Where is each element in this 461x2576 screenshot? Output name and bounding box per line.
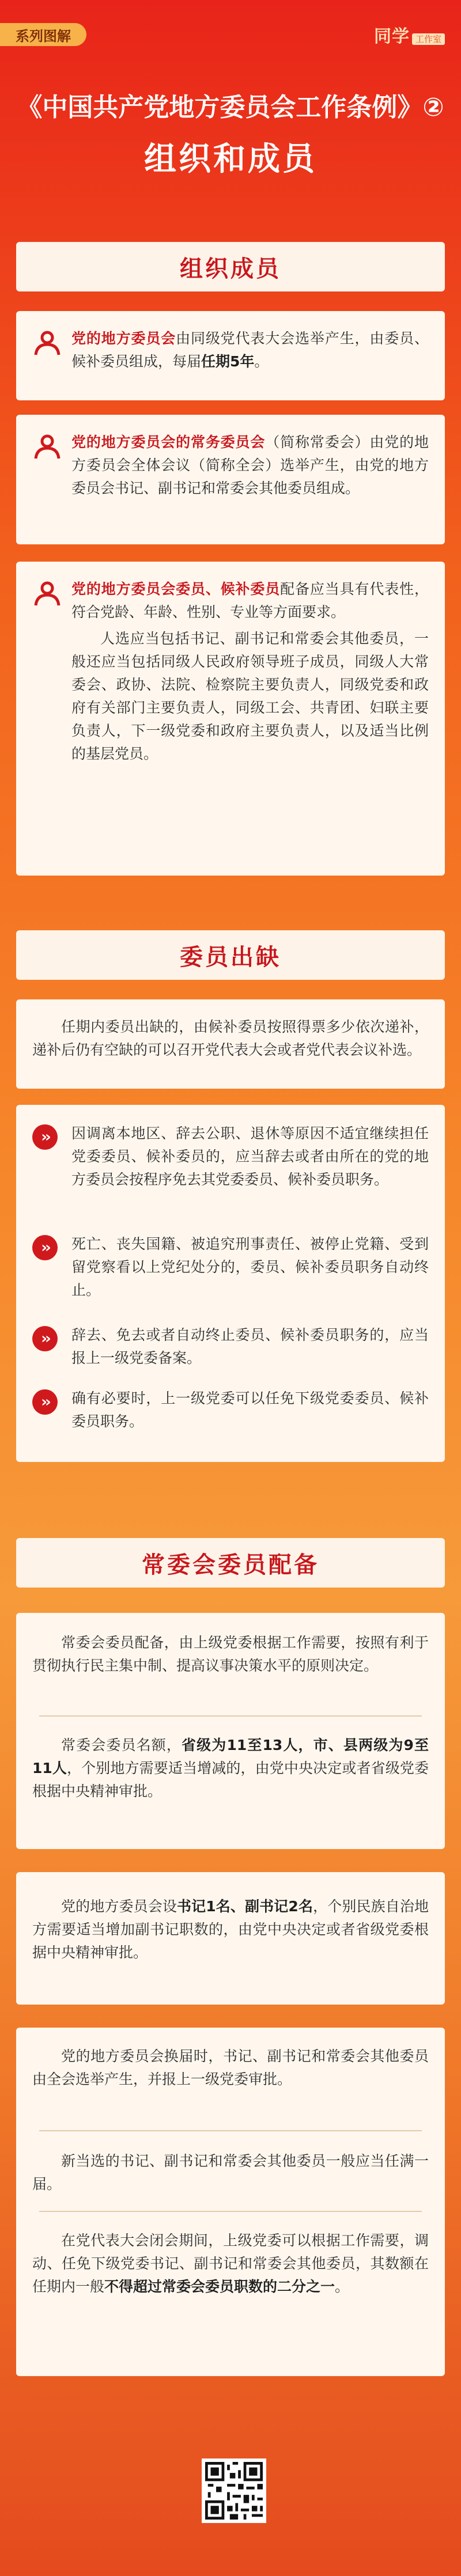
section-heading-standing-members: 常委会委员配备 xyxy=(16,1538,445,1588)
rule-text: 因调离本地区、辞去公职、退休等原因不适宜继续担任党委委员、候补委员的，应当辞去或者由所在的党的地方委员会按程序免去其党委委员、候补委员职务。 xyxy=(71,1125,429,1188)
card-text: 任期内委员出缺的，由候补委员按照得票多少依次递补，递补后仍有空缺的可以召开党代表大会或者党代表会议补选。 xyxy=(32,1018,429,1058)
card-text: 党的地方委员会委员、候补委员配备应当具有代表性，符合党龄、年龄、性别、专业等方面要求。 xyxy=(71,581,429,620)
person-icon xyxy=(32,580,62,607)
person-icon xyxy=(32,329,62,356)
brand-main: 同学 xyxy=(373,26,410,47)
divider xyxy=(39,2211,422,2212)
card-local-committee xyxy=(16,311,445,400)
brand-logo xyxy=(374,22,445,47)
rule-text: 死亡、丧失国籍、被追究刑事责任、被停止党籍、受到留党察看以上党纪处分的，委员、候补委员职务自动终止。 xyxy=(71,1236,429,1298)
rule-text: 辞去、免去或者自动终止委员、候补委员职务的，应当报上一级党委备案。 xyxy=(71,1327,429,1366)
qr-code xyxy=(202,2458,266,2523)
card-member-composition xyxy=(16,562,445,876)
page-subtitle: 组织和成员 xyxy=(144,141,317,178)
card-text: 常委会委员名额，省级为11至13人，市、县两级为9至11人，个别地方需要适当增减的，由党中央决定或者省级党委根据中央精神审批。 xyxy=(32,1737,429,1800)
section-heading-vacancy: 委员出缺 xyxy=(16,930,445,980)
divider xyxy=(39,1715,422,1717)
card-secretary-quota xyxy=(16,1872,445,2005)
double-chevron-icon: ›› xyxy=(32,1326,58,1351)
rule-text: 确有必要时，上一级党委可以任免下级党委委员、候补委员职务。 xyxy=(71,1390,429,1430)
double-chevron-icon: ›› xyxy=(32,1235,58,1260)
page-title: 《中国共产党地方委员会工作条例》② xyxy=(17,93,444,122)
series-tag: 系列图解 xyxy=(0,23,86,46)
card-election xyxy=(16,2028,445,2376)
card-text: 党的地方委员会设书记1名、副书记2名，个别民族自治地方需要适当增加副书记职数的，由党中央决定或者省级党委根据中央精神审批。 xyxy=(32,1898,429,1961)
card-standing-committee xyxy=(16,415,445,544)
card-text: 新当选的书记、副书记和常委会其他委员一般应当任满一届。 xyxy=(32,2153,429,2192)
card-standing-quota xyxy=(16,1613,445,1849)
brand-sub: 工作室 xyxy=(412,33,445,45)
card-text: 党的地方委员会由同级党代表大会选举产生，由委员、候补委员组成，每届任期5年。 xyxy=(71,330,429,370)
card-text: 常委会委员配备，由上级党委根据工作需要，按照有利于贯彻执行民主集中制、提高议事决策水平的原则决定。 xyxy=(32,1634,429,1674)
card-vacancy-intro xyxy=(16,999,445,1089)
card-text: 党的地方委员会换届时，书记、副书记和常委会其他委员由全会选举产生，并报上一级党委审批。 xyxy=(32,2048,429,2088)
double-chevron-icon: ›› xyxy=(32,1124,58,1150)
divider xyxy=(39,2130,422,2131)
card-text-candidates: 人选应当包括书记、副书记和常委会其他委员，一般还应当包括同级人民政府领导班子成员，同级人大常委会、政协、法院、检察院主要负责人，同级党委和政府有关部门主要负责人，同级工会、共青团、妇联主要负责人，下一级党委和政府主要负责人，以及适当比例的基层党员。 xyxy=(71,630,429,762)
person-icon xyxy=(32,433,62,460)
double-chevron-icon: ›› xyxy=(32,1389,58,1415)
card-text: 在党代表大会闭会期间，上级党委可以根据工作需要，调动、任免下级党委书记、副书记和常委会其他委员，其数额在任期内一般不得超过常委会委员职数的二分之一。 xyxy=(32,2232,429,2295)
section-heading-members: 组织成员 xyxy=(16,242,445,291)
card-vacancy-rules xyxy=(16,1105,445,1462)
card-text: 党的地方委员会的常务委员会（简称常委会）由党的地方委员会全体会议（简称全会）选举产生，由党的地方委员会书记、副书记和常委会其他委员组成。 xyxy=(71,434,429,497)
